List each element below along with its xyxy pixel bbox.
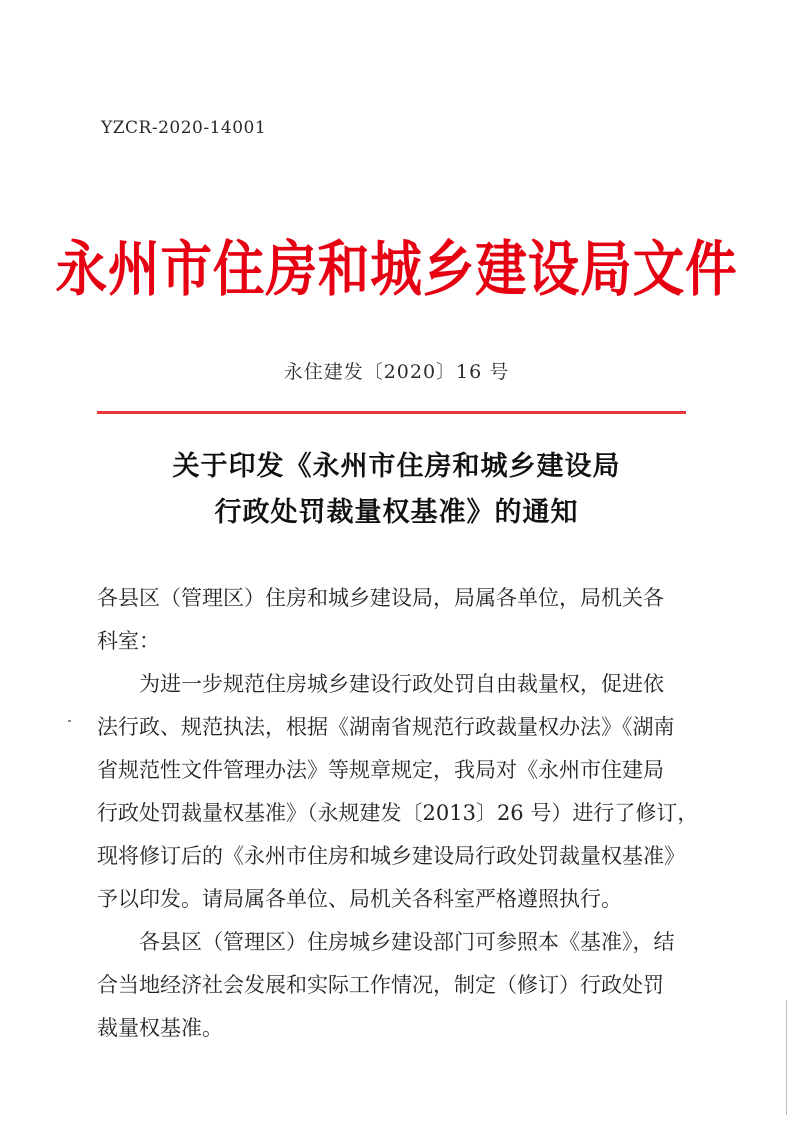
body-line: 各县区（管理区）住房和城乡建设局，局属各单位，局机关各 (97, 586, 664, 610)
body-line: 省规范性文件管理办法》等规章规定，我局对《永州市住建局 (97, 758, 664, 782)
document-id: YZCR-2020-14001 (101, 118, 267, 138)
body-line: 各县区（管理区）住房城乡建设部门可参照本《基准》，结 (97, 930, 675, 954)
body-line: 现将修订后的《永州市住房和城乡建设局行政处罚裁量权基准》 (97, 844, 685, 868)
body-line: 予以印发。请局属各单位、局机关各科室严格遵照执行。 (97, 887, 622, 911)
body-line: 裁量权基准。 (97, 1016, 223, 1040)
body-line: 法行政、规范执法，根据《湖南省规范行政裁量权办法》《湖南 (97, 715, 675, 739)
scan-speck (68, 720, 71, 722)
body-line: 科室： (97, 629, 160, 653)
scan-edge-line (786, 1000, 787, 1115)
red-separator-rule (97, 411, 686, 414)
issuer-header: 永州市住房和城乡建设局文件 (55, 235, 738, 305)
body-line: 行政处罚裁量权基准》（永规建发〔2013〕26 号）进行了修订， (97, 801, 699, 825)
body-line: 为进一步规范住房城乡建设行政处罚自由裁量权，促进依 (97, 672, 664, 696)
body-line: 合当地经济社会发展和实际工作情况，制定（修订）行政处罚 (97, 973, 664, 997)
notice-title-line-1: 关于印发《永州市住房和城乡建设局 (172, 451, 621, 482)
notice-title-line-2: 行政处罚裁量权基准》的通知 (214, 497, 579, 528)
document-number: 永住建发〔2020〕16 号 (283, 361, 510, 383)
